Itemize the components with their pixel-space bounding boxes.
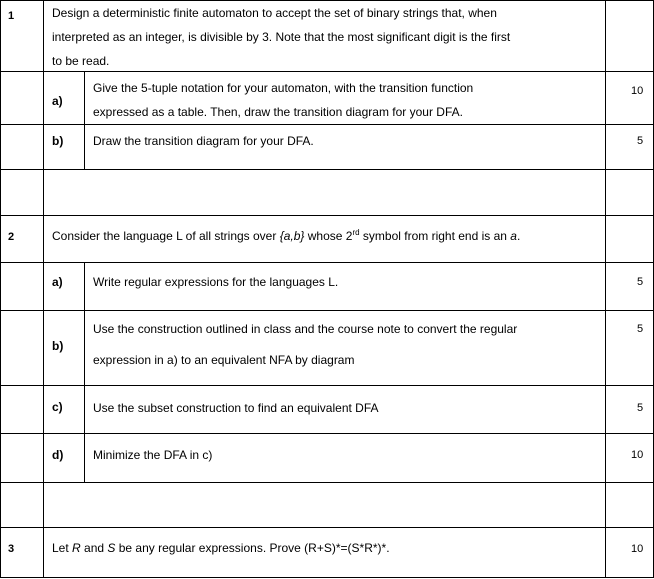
part-label: a): [52, 275, 63, 289]
rule-q2b-bottom: [0, 385, 654, 386]
part-text-line: Minimize the DFA in c): [93, 448, 213, 462]
question-stem-line: to be read.: [52, 54, 110, 68]
alphabet-set: {a,b}: [279, 229, 305, 243]
rule-number-col: [43, 0, 44, 578]
stem-text: Consider the language L of all strings over: [52, 229, 280, 243]
stem-text: .: [516, 229, 521, 243]
rule-top: [0, 0, 654, 1]
question-number: 3: [8, 543, 15, 555]
part-marks: 5: [637, 276, 644, 288]
rule-q2c-bottom: [0, 433, 654, 434]
part-text-line: Use the subset construction to find an equivalent DFA: [93, 401, 379, 415]
question-stem: [52, 541, 390, 555]
ordinal-superscript: rd: [352, 228, 360, 237]
rule-q2a-bottom: [0, 310, 654, 311]
part-marks: 5: [637, 402, 644, 414]
question-stem-line: interpreted as an integer, is divisible by 3. Note that the most significant digit is the first: [52, 30, 511, 44]
part-marks: 5: [637, 323, 644, 335]
rule-q2d-bottom: [0, 482, 654, 483]
rule-gap2-bottom: [0, 527, 654, 528]
question-stem-line: Design a deterministic finite automaton to accept the set of binary strings that, when: [52, 6, 497, 20]
rule-q1-part-col: [84, 71, 85, 170]
question-stem: [52, 229, 520, 243]
part-label: b): [52, 339, 64, 353]
rule-q1b-bottom: [0, 169, 654, 170]
rule-gap1-bottom: [0, 215, 654, 216]
part-label: c): [52, 400, 63, 414]
variable-s: S: [107, 541, 116, 555]
part-text-line: Write regular expressions for the languages L.: [93, 275, 339, 289]
part-text-line: Give the 5-tuple notation for your automaton, with the transition function: [93, 81, 474, 95]
rule-q2-part-col: [84, 262, 85, 483]
rule-bottom: [0, 577, 654, 578]
question-number: 2: [8, 231, 15, 243]
part-text-line: Draw the transition diagram for your DFA.: [93, 134, 314, 148]
question-number: 1: [8, 10, 15, 22]
rule-q1a-bottom: [0, 124, 654, 125]
part-marks: 10: [631, 449, 644, 461]
rule-marks-col: [605, 0, 606, 578]
rule-q1-stem-bottom: [0, 71, 654, 72]
part-label: b): [52, 134, 64, 148]
stem-text: Let: [52, 541, 73, 555]
symbol-a: a: [510, 229, 517, 243]
part-label: a): [52, 94, 63, 108]
rule-q2-stem-bottom: [0, 262, 654, 263]
stem-text: symbol from right end is an: [359, 229, 511, 243]
rule-left: [0, 0, 1, 578]
stem-text: whose 2: [304, 229, 353, 243]
question-marks: 10: [631, 543, 644, 555]
stem-text: and: [80, 541, 108, 555]
part-label: d): [52, 448, 64, 462]
part-text-line: expressed as a table. Then, draw the transition diagram for your DFA.: [93, 105, 463, 119]
stem-text: be any regular expressions. Prove (R+S)*=(S*R*)*.: [115, 541, 390, 555]
part-text-line: Use the construction outlined in class and the course note to convert the regular: [93, 322, 518, 336]
variable-r: R: [72, 541, 81, 555]
part-marks: 5: [637, 135, 644, 147]
part-marks: 10: [631, 85, 644, 97]
part-text-line: expression in a) to an equivalent NFA by diagram: [93, 353, 355, 367]
